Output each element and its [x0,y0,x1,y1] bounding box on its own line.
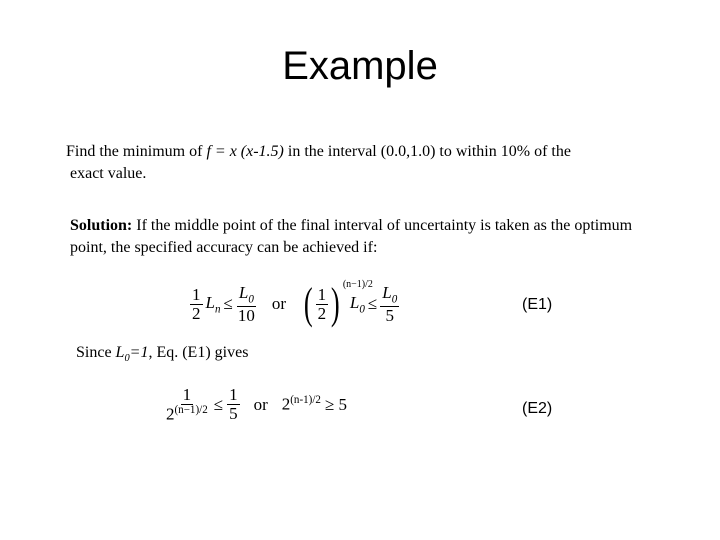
eq1-power-term: ( $\frac{1}{2}$ ) (n−1)/2 [303,278,373,328]
eq1-le-symbol: ≤ [223,294,233,313]
solution-text: If the middle point of the final interval of uncertainty is taken as the optimum point, the specified accuracy can be achieved if: [70,217,633,256]
eq1-exponent: (n−1)/2 [342,278,373,290]
function-expression: f = x (x-1.5) [206,143,284,160]
eq1-fraction-half: $\frac{1}{2}$ [192,284,201,323]
equation-e1 [190,278,399,328]
problem-text-b: in the interval (0.0,1.0) to within 10% of the [283,143,571,160]
since-paragraph: Since $L_0=1$, Eq. (E1) gives [76,344,249,365]
eq2-tag: (E2) [522,400,553,417]
eq2-fraction-left: $\frac{1}{2^{(n-1)/2}}$ [166,385,208,424]
eq1-fraction-L0-over-10: $\frac{L_0}{10}$ [237,282,255,325]
eq2-or-text: or [253,394,268,414]
slide-title: Example [282,44,438,88]
problem-text-a: Find the minimum of [66,143,207,160]
eq1-le2-symbol: ≤ [367,294,378,313]
eq1-L-n: $L_n$ [205,292,221,316]
eq1-L0: $L_0$ [349,292,365,316]
eq2-power: $2^{(n-1)/2}$ [281,394,321,414]
problem-statement [66,141,656,185]
solution-paragraph [70,215,660,259]
eq1-tag: (E1) [522,296,553,313]
eq2-le-symbol: ≤ [213,394,224,414]
equation-e2 [164,386,347,423]
problem-text-line2: exact value. [70,165,147,182]
eq1-fraction-L0-over-5: $\frac{L_0}{5}$ [382,282,398,325]
eq1-or-text: or [271,294,287,313]
eq2-ge-5: ≥ 5 [324,394,348,414]
solution-label: Solution: [70,217,133,234]
eq2-fraction-one-fifth: $\frac{1}{5}$ [229,385,238,424]
